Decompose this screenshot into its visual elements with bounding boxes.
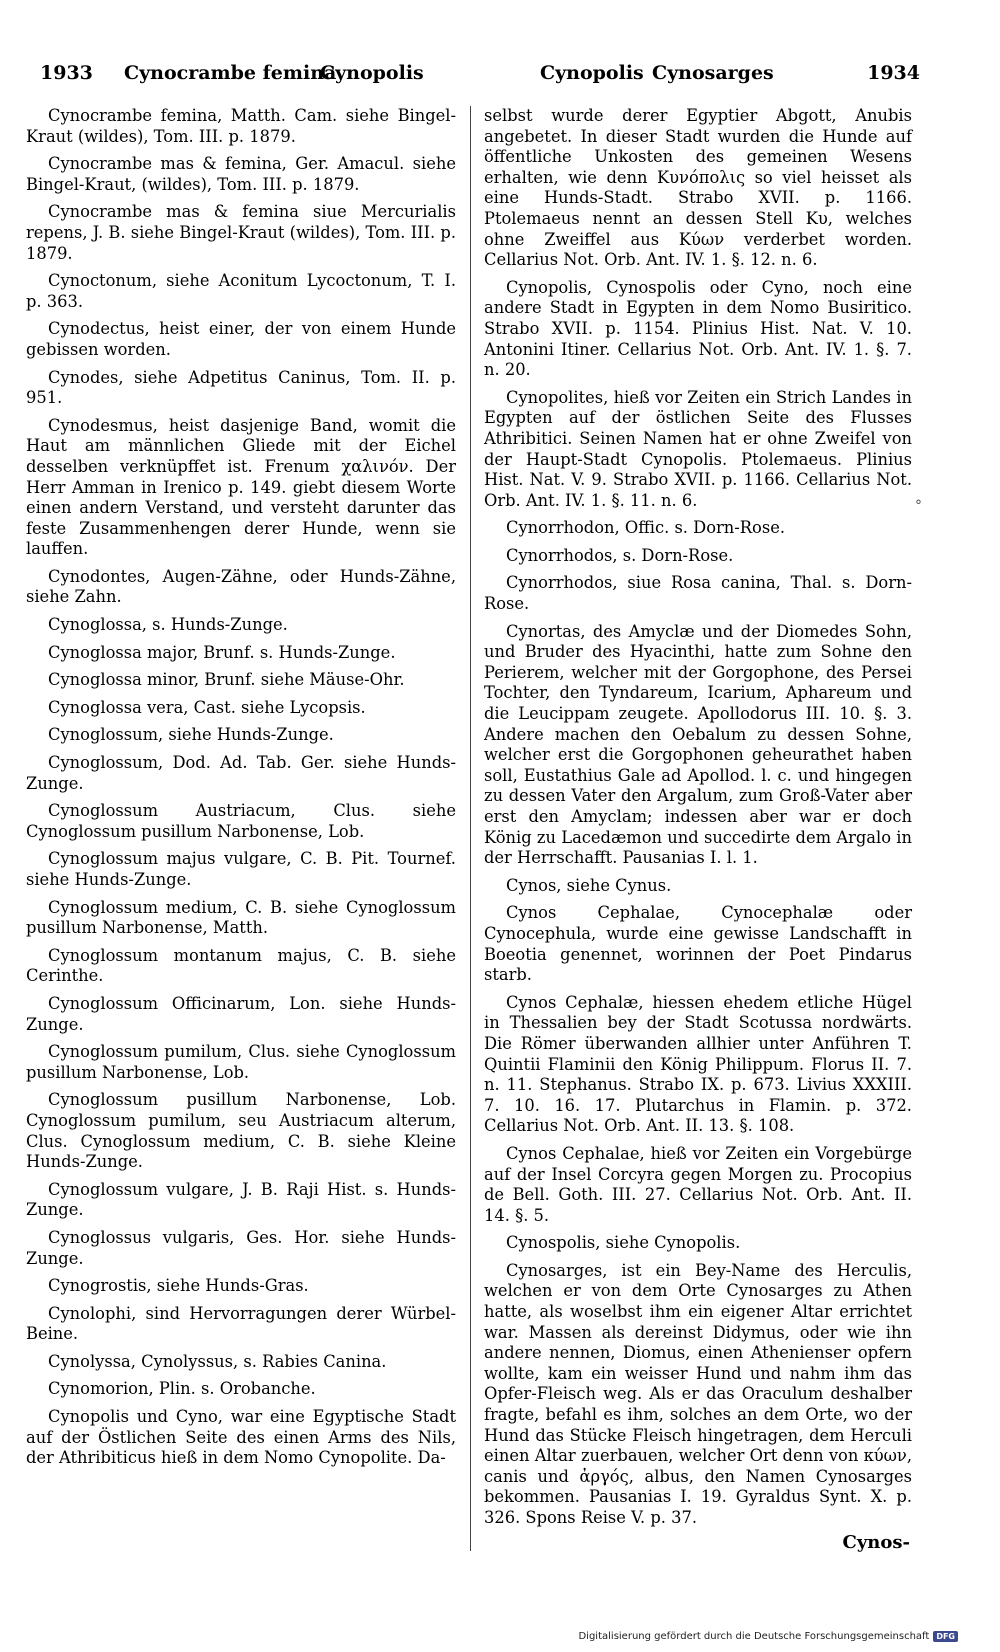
entry: Cynoglossum Austriacum, Clus. siehe Cynoglossum pusillum Narbonense, Lob. [26,801,456,841]
entry: Cynos, siehe Cynus. [506,875,672,895]
entry: Cynomorion, Plin. s. Orobanche. [48,1379,316,1399]
entry: Cynospolis, siehe Cynopolis. [506,1233,741,1253]
entry: Cynoctonum, siehe Aconitum Lycoctonum, T. I. p. 363. [26,271,456,311]
right-running-title-1: Cynopolis [540,62,644,84]
entry: Cynolyssa, Cynolyssus, s. Rabies Canina. [48,1351,387,1371]
entry: Cynoglossum montanum majus, C. B. siehe Cerinthe. [26,945,456,986]
left-running-title-2: Cynopolis [320,62,424,84]
entry: Cynosarges, ist ein Bey-Name des Herculis, welchen er von dem Orte Cynosarges zu Athen hatte, als woselbst ihm ein eigener Altar errichtet war. Massen als dereinst Didymus, oder wie ihn andere nennen, Diomus, einen Athenienser opfern wollte, kam ein weisser Hund und nahm ihm das Opfer-Fleisch weg. Als er das Oraculum deshalber fragte, befahl es ihm, solches an dem Orte, wo der Hund das Stücke Fleisch hingetragen, dem Herculi einen Altar zuerbauen, welcher Ort denn von κύων, canis und ἀργός, albus, den Namen Cynosarges bekommen. Pausanias I. 19. Gyraldus Synt. X. p. 326. Spons Reise V. p. 37. [484,1260,912,1527]
entry: Cynoglossum pumilum, Clus. siehe Cynoglossum pusillum Narbonense, Lob. [26,1042,456,1082]
entry: Cynoglossa vera, Cast. siehe Lycopsis. [48,697,366,717]
entry: Cynorrhodon, Offic. s. Dorn-Rose. [506,518,786,538]
entry: selbst wurde derer Egyptier Abgott, Anubis angebetet. In dieser Stadt wurden die Hunde auf öffentliche Unkosten des gemeinen Wesens erhalten, wie denn Κυνόπολις so viel heisset als eine Hunds-Stadt. Strabo XVII. p. 1166. Ptolemaeus nennt an dessen Stell Κυ, welches ohne Zweiffel aus Κύων verderbet worden. Cellarius Not. Orb. Ant. IV. 1. §. 12. n. 6. [484,106,912,270]
entry: Cynoglossus vulgaris, Ges. Hor. siehe Hunds-Zunge. [26,1227,456,1268]
entry: Cynoglossum, siehe Hunds-Zunge. [48,725,334,745]
left-running-title-1: Cynocrambe femina [124,62,337,84]
page-header [40,62,920,96]
left-column [26,106,456,1476]
column-divider [470,106,471,1551]
entry: Cynoglossum majus vulgare, C. B. Pit. Tournef. siehe Hunds-Zunge. [26,849,456,889]
entry: Cynocrambe mas & femina siue Mercurialis repens, J. B. siehe Bingel-Kraut (wildes), Tom. III. p. 1879. [26,202,456,263]
entry: Cynopolites, hieß vor Zeiten ein Strich Landes in Egypten auf der östlichen Seite des Flusses Athribitici. Seinen Namen hat er ohne Zweifel von der Haupt-Stadt Cynopolis. Ptolemaeus. Plinius Hist. Nat. V. 9. Strabo XVII. p. 1166. Cellarius Not. Orb. Ant. IV. 1. §. 11. n. 6. [484,387,912,510]
entry: Cynodes, siehe Adpetitus Caninus, Tom. II. p. 951. [26,367,456,408]
footer-text: Digitalisierung gefördert durch die Deutsche Forschungsgemeinschaft [578,1631,930,1642]
entry: Cynocrambe mas & femina, Ger. Amacul. siehe Bingel-Kraut, (wildes), Tom. III. p. 1879. [26,154,456,194]
entry: Cynoglossum pusillum Narbonense, Lob. Cynoglossum pumilum, seu Austriacum alterum, Clus. Cynoglossum medium, C. B. siehe Kleine Hunds-Zunge. [26,1090,456,1172]
right-column [484,106,912,1536]
margin-mark: ° [915,498,922,514]
left-page-number: 1933 [40,62,93,84]
entry: Cynorrhodos, siue Rosa canina, Thal. s. Dorn-Rose. [484,573,912,614]
entry: Cynoglossum, Dod. Ad. Tab. Ger. siehe Hunds-Zunge. [26,753,456,793]
entry: Cynoglossum vulgare, J. B. Raji Hist. s. Hunds-Zunge. [26,1179,456,1220]
entry: Cynorrhodos, s. Dorn-Rose. [506,545,734,565]
entry: Cynoglossa, s. Hunds-Zunge. [48,615,288,635]
entry: Cynoglossa major, Brunf. s. Hunds-Zunge. [48,642,396,662]
entry: Cynoglossum Officinarum, Lon. siehe Hunds-Zunge. [26,993,456,1034]
entry: Cynortas, des Amyclæ und der Diomedes Sohn, und Bruder des Hyacinthi, hatte zum Sohne den Perierem, welcher mit der Gorgophone, des Persei Tochter, den Tyndareum, Icarium, Aphareum und die Leucippam zeugete. Apollodorus III. 10. §. 3. Andere machen den Oebalum zu dessen Sohne, welcher erst die Gorgophonen geheurathet haben soll, Eustathius Gale ad Apollod. l. c. und hingegen zu dessen Vater den Argalum, zum Groß-Vater aber erst den Amyclam; indessen aber war er doch König zu Lacedæmon und succedirte dem Argalo in der Herrschafft. Pausanias I. l. 1. [484,621,912,868]
entry: Cynoglossa minor, Brunf. siehe Mäuse-Ohr. [48,670,405,690]
entry: Cynos Cephalae, Cynocephalæ oder Cynocephula, wurde eine gewisse Landschafft in Boeotia genennet, worinnen der Poet Pindarus starb. [484,903,912,985]
entry: Cynodesmus, heist dasjenige Band, womit die Haut am männlichen Gliede mit der Eichel desselben verknüpffet ist. Frenum χαλινόν. Der Herr Amman in Irenico p. 149. giebt diesem Worte einen andern Verstand, und versteht darunter das feste Zusammenhengen derer Hunde, wenn sie lauffen. [26,415,456,559]
right-page-number: 1934 [867,62,920,84]
entry: Cynos Cephalae, hieß vor Zeiten ein Vorgebürge auf der Insel Corcyra gegen Morgen zu. Procopius de Bell. Goth. III. 27. Cellarius Not. Orb. Ant. II. 14. §. 5. [484,1143,912,1225]
dfg-logo: DFG [933,1631,958,1642]
entry: Cynoglossum medium, C. B. siehe Cynoglossum pusillum Narbonense, Matth. [26,897,456,938]
catchword: Cynos- [842,1532,910,1553]
right-running-title-2: Cynosarges [652,62,774,84]
entry: Cynos Cephalæ, hiessen ehedem etliche Hügel in Thessalien bey der Stadt Scotussa nordwärts. Die Römer überwanden allhier unter Anführen T. Quintii Flaminii den König Philippum. Florus II. 7. n. 11. Stephanus. Strabo IX. p. 673. Livius XXXIII. 7. 10. 16. 17. Plutarchus in Flamin. p. 372. Cellarius Not. Orb. Ant. II. 13. §. 108. [484,992,912,1136]
entry: Cynodontes, Augen-Zähne, oder Hunds-Zähne, siehe Zahn. [26,566,456,607]
entry: Cynopolis und Cyno, war eine Egyptische Stadt auf der Östlichen Seite des einen Arms des Nils, der Athribiticus hieß in dem Nomo Cynopolite. Da- [26,1407,456,1468]
digitization-footer [578,1631,958,1642]
entry: Cynocrambe femina, Matth. Cam. siehe Bingel-Kraut (wildes), Tom. III. p. 1879. [26,106,456,146]
entry: Cynolophi, sind Hervorragungen derer Würbel-Beine. [26,1303,456,1344]
entry: Cynopolis, Cynospolis oder Cyno, noch eine andere Stadt in Egypten in dem Nomo Busiritico. Strabo XVII. p. 1154. Plinius Hist. Nat. V. 10. Antonini Itiner. Cellarius Not. Orb. Ant. IV. 1. §. 7. n. 20. [484,277,912,380]
entry: Cynogrostis, siehe Hunds-Gras. [48,1276,309,1296]
entry: Cynodectus, heist einer, der von einem Hunde gebissen worden. [26,319,456,359]
